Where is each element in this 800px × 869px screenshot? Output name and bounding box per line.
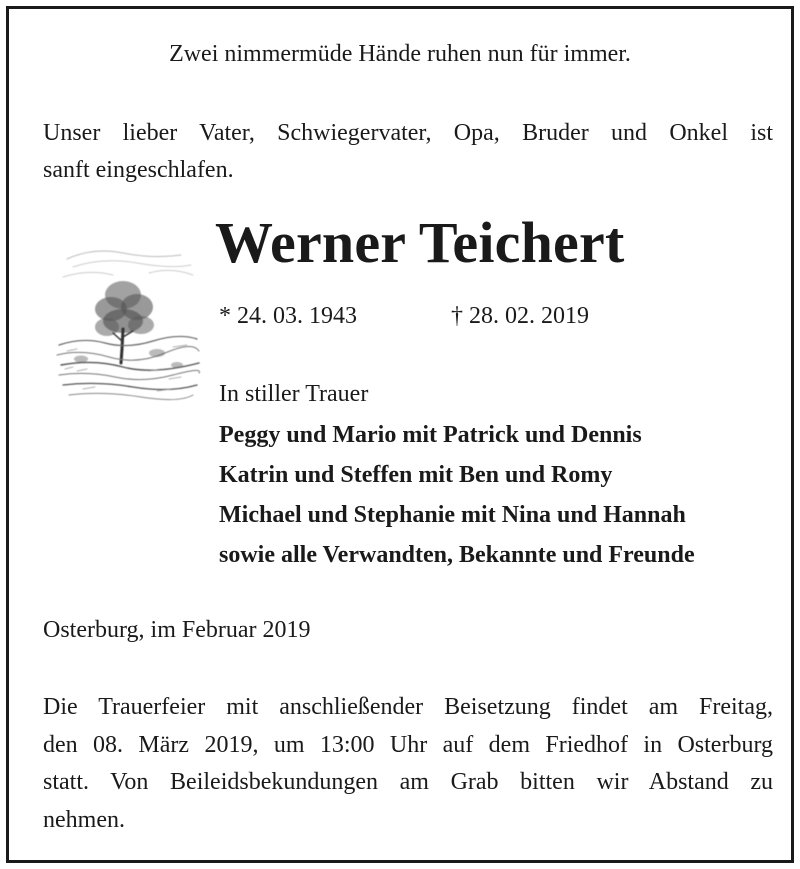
ceremony-line: nehmen. <box>43 806 125 833</box>
motto: Zwei nimmermüde Hände ruhen nun für immer. <box>169 41 631 67</box>
ceremony-line: Die Trauerfeier mit anschließender Beisetzung findet am Freitag, <box>43 694 773 720</box>
ceremony-line: den 08. März 2019, um 13:00 Uhr auf dem Friedhof in Osterburg <box>43 731 773 758</box>
birth-date: * 24. 03. 1943 <box>219 303 357 329</box>
obituary-frame <box>6 6 794 863</box>
intro-line: Unser lieber Vater, Schwiegervater, Opa, Bruder und Onkel ist <box>43 120 773 146</box>
place-date: Osterburg, im Februar 2019 <box>43 617 311 643</box>
intro-text <box>43 115 773 189</box>
intro-line: sanft eingeschlafen. <box>43 157 234 183</box>
mourners-list <box>219 415 695 575</box>
mourner-line: Peggy und Mario mit Patrick und Dennis <box>219 422 642 448</box>
mourning-label: In stiller Trauer <box>219 381 369 407</box>
mourner-line: Katrin und Steffen mit Ben und Romy <box>219 462 613 488</box>
tree-landscape-image <box>53 237 201 405</box>
death-date: † 28. 02. 2019 <box>451 303 589 329</box>
mourner-line: Michael und Stephanie mit Nina und Hannah <box>219 502 686 528</box>
ceremony-line: statt. Von Beileidsbekundungen am Grab bitten wir Abstand zu <box>43 769 773 795</box>
ceremony-text <box>43 689 773 839</box>
mourner-line: sowie alle Verwandten, Bekannte und Freunde <box>219 542 695 568</box>
deceased-name: Werner Teichert <box>215 210 625 275</box>
